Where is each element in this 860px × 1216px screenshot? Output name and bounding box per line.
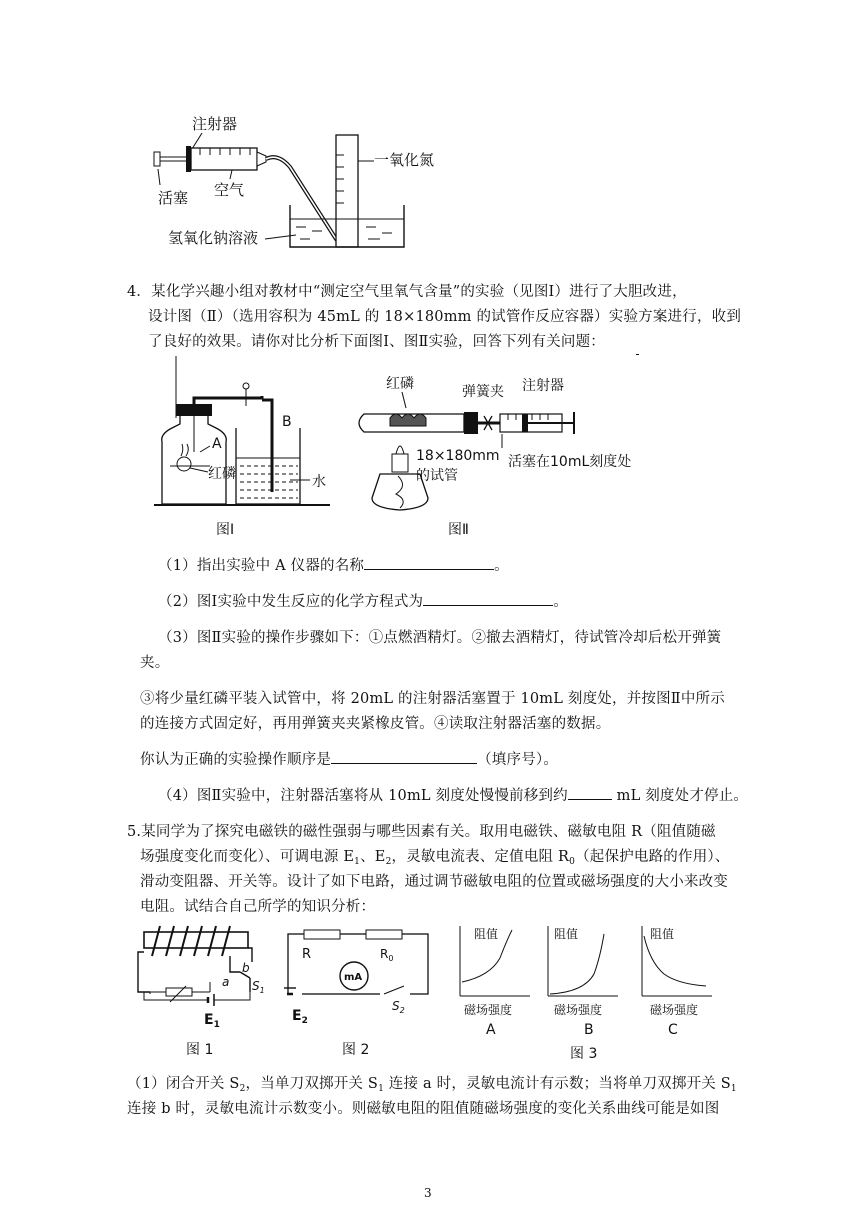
graph-c-ylabel: 阻值 bbox=[650, 927, 675, 941]
graph-c-label: C bbox=[668, 1022, 678, 1038]
syringe-label: 注射器 bbox=[192, 115, 238, 133]
q4-part2: （2）图Ⅰ实验中发生反应的化学方程式为 。 bbox=[158, 590, 568, 615]
air-label: 空气 bbox=[214, 181, 245, 199]
figure-2-test-tube-apparatus bbox=[352, 368, 652, 542]
q4-intro-line1: 4．某化学兴趣小组对教材中“测定空气里氧气含量”的实验（见图Ⅰ）进行了大胆改进， bbox=[127, 284, 687, 300]
graph-a-xlabel: 磁场强度 bbox=[464, 1003, 513, 1017]
q4-intro-line3: 了良好的效果。请你对比分析下面图Ⅰ、图Ⅱ实验，回答下列有关问题： bbox=[148, 334, 605, 350]
q4-part3-line1: （3）图Ⅱ实验的操作步骤如下：①点燃酒精灯。②撤去酒精灯，待试管冷却后松开弹簧 bbox=[158, 630, 722, 646]
q5-line4: 电阻。试结合自己所学的知识分析： bbox=[140, 899, 376, 915]
milliammeter-label: mA bbox=[344, 972, 363, 983]
tube-size-label: 18×180mm bbox=[416, 448, 500, 464]
q5-figure-1-electromagnet bbox=[130, 922, 270, 1062]
naoh-label: 氢氧化钠溶液 bbox=[168, 229, 259, 247]
apparatus-a-label: A bbox=[212, 436, 222, 452]
graph-b-ylabel: 阻值 bbox=[554, 927, 579, 941]
q5-figure-2-circuit bbox=[284, 922, 434, 1062]
q5-figure-3-graphs bbox=[450, 918, 730, 1064]
page-number: 3 bbox=[424, 1186, 432, 1200]
no-experiment-figure bbox=[140, 105, 470, 265]
switch-s2-label: $S_2$ bbox=[392, 999, 405, 1015]
resistor-r-label: R bbox=[302, 947, 312, 962]
fig2-syringe-label: 注射器 bbox=[522, 378, 564, 394]
power-e2-label: $E_2$ bbox=[292, 1008, 308, 1026]
q4-part1: （1）指出实验中 A 仪器的名称 。 bbox=[158, 554, 509, 579]
resistor-r0-label: $R_0$ bbox=[380, 947, 394, 963]
q4-part3b-line1: ③将少量红磷平装入试管中，将 20mL 的注射器活塞置于 10mL 刻度处，并按图Ⅱ中所示 bbox=[140, 691, 725, 707]
q4-part3c: 你认为正确的实验操作顺序是 （填序号）。 bbox=[140, 748, 558, 773]
terminal-b-label: b bbox=[242, 961, 250, 975]
q5-figure-1-caption: 图 1 bbox=[186, 1042, 214, 1058]
tube-label: 的试管 bbox=[416, 468, 458, 484]
q5-line3: 滑动变阻器、开关等。设计了如下电路，通过调节磁敏电阻的位置或磁场强度的大小来改变 bbox=[140, 874, 728, 890]
switch-s1-label: $S_1$ bbox=[252, 979, 265, 995]
piston-label: 活塞 bbox=[158, 189, 189, 207]
q5-part1-line1: （1）闭合开关 $S_2$，当单刀双掷开关 $S_1$ 连接 a 时，灵敏电流计有示数；当将单刀双掷开关 $S_1$ bbox=[127, 1076, 737, 1094]
graph-a-ylabel: 阻值 bbox=[474, 927, 499, 941]
figure-1-caption: 图Ⅰ bbox=[216, 522, 235, 538]
q4-part3b-line2: 的连接方式固定好，再用弹簧夹夹紧橡皮管。④读取注射器活塞的数据。 bbox=[140, 716, 611, 732]
water-label: 水 bbox=[312, 474, 326, 490]
q4-part4: （4）图Ⅱ实验中，注射器活塞将从 10mL 刻度处慢慢前移到约 mL 刻度处才停止。 bbox=[158, 784, 748, 809]
q4-intro-line2: 设计图（Ⅱ）（选用容积为 45mL 的 18×180mm 的试管作反应容器）实验方案进行，收到 bbox=[148, 309, 742, 325]
no-label: 一氧化氮 bbox=[374, 151, 435, 169]
q5-line2: 场强度变化而变化）、可调电源 $E_1$、$E_2$，灵敏电流表、定值电阻 $R_0$（起保护电路的作用）、 bbox=[140, 849, 730, 867]
beaker-b-label: B bbox=[282, 414, 292, 430]
red-phosphorus-label: 红磷 bbox=[208, 466, 236, 482]
spring-clamp-label: 弹簧夹 bbox=[462, 384, 504, 400]
figure-1-red-phosphorus bbox=[150, 352, 350, 542]
q4-part3-line2: 夹。 bbox=[140, 655, 170, 671]
graph-c-xlabel: 磁场强度 bbox=[650, 1003, 699, 1017]
q5-line1: 5.某同学为了探究电磁铁的磁性强弱与哪些因素有关。取用电磁铁、磁敏电阻 R（阻值随磁 bbox=[127, 824, 716, 840]
graph-b-label: B bbox=[584, 1022, 594, 1038]
power-e1-label: $E_1$ bbox=[204, 1012, 220, 1030]
stray-mark bbox=[636, 354, 639, 355]
q5-part1-line2: 连接 b 时，灵敏电流计示数变小。则磁敏电阻的阻值随磁场强度的变化关系曲线可能是如图 bbox=[127, 1101, 720, 1117]
piston-position-label: 活塞在10mL刻度处 bbox=[508, 454, 632, 470]
terminal-a-label: a bbox=[222, 975, 230, 989]
fig2-red-phosphorus-label: 红磷 bbox=[386, 376, 414, 392]
graph-a-label: A bbox=[486, 1022, 496, 1038]
q5-figure-3-caption: 图 3 bbox=[570, 1046, 598, 1062]
graph-b-xlabel: 磁场强度 bbox=[554, 1003, 603, 1017]
q5-figure-2-caption: 图 2 bbox=[342, 1042, 370, 1058]
figure-2-caption: 图Ⅱ bbox=[448, 522, 469, 538]
